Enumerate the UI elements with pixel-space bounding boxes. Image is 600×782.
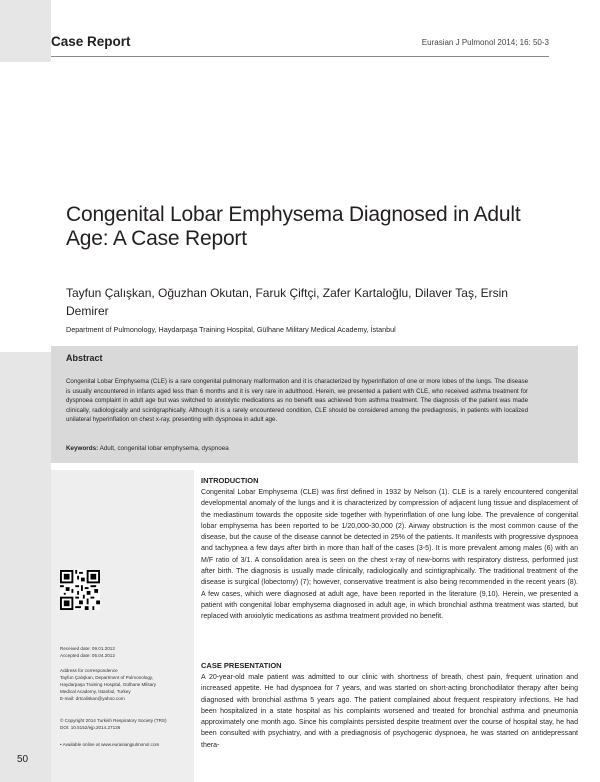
introduction-text: Congenital Lobar Emphysema (CLE) was first defined in 1932 by Nelson (1). CLE is a rarely encountered congenital developmental anomaly of the lungs and it is characterized by compression of adjacent lung tissue and displacement of the mediastinum towards the opposite side together with hyperinflation of one lung lobe. The prevalence of congenital lobar emphysema has been reported to be 1/20,000-30,000 (2). Airway obstruction is the most common cause of the disease, but the cause of the disease cannot be detected in 25% of the patients. It manifests with progressive dyspnoea and tachypnea a few days after birth in more than half of the cases (3-5). It is more prevalent among males (6) with an M/F ratio of 3/1. A consolidation area is seen on the chest x-ray of new-borns with respiratory distress, performed just after birth. The diagnosis is usually made clinically, radiologically and scintigraphically. The traditional treatment of the disease is surgical (lobectomy) (7); however, conservative treatment is also being recommended in the recent years (8). A few cases, which were diagnosed at adult age, have been reported in the literature (9,10). Herein, we presented a patient with congenital lobar emphysema diagnosed in adult age, in which bronchial asthma treatment was started, but replaced with anxiolytic medications as asthma treatment provided no benefit. [201, 489, 578, 621]
doi[interactable]: DOI: 10.5152/ejp.2014.27136 [60, 725, 121, 730]
introduction-heading: INTRODUCTION [201, 476, 259, 485]
correspondence-email[interactable]: E-mail: drtcaliskan@yahoo.com [60, 696, 125, 701]
abstract-heading: Abstract [66, 353, 103, 363]
journal-reference: Eurasian J Pulmonol 2014; 16: 50-3 [421, 38, 549, 47]
article-info-sidebar [51, 470, 194, 782]
affiliation: Department of Pulmonology, Haydarpaşa Training Hospital, Gülhane Military Medical Academy, İstanbul [66, 325, 396, 334]
correspondence-address-line: Medical Academy, İstanbul, Turkey [60, 689, 131, 694]
article-title: Congenital Lobar Emphysema Diagnosed in Adult Age: A Case Report [66, 203, 521, 250]
correspondence-address-line: Haydarpaşa Training Hospital, Gülhane Military [60, 682, 157, 687]
keywords-label: Keywords: [66, 445, 99, 452]
header-rule [51, 56, 549, 57]
case-presentation-heading: CASE PRESENTATION [201, 661, 282, 670]
left-margin-gap [0, 62, 51, 352]
online-availability[interactable]: • Available online at www.eurasianjpulmonol.com [60, 742, 160, 747]
correspondence-name: Tayfun Çalışkan, Department of Pulmonology, [60, 675, 154, 680]
qr-code-icon [60, 570, 100, 610]
keywords [66, 445, 528, 452]
keywords-list: Adult, congenital lobar emphysema, dyspnoea [99, 445, 229, 452]
copyright: © Copyright 2014 Turkish Respiratory Society (TRS) [60, 718, 167, 723]
accepted-date: Accepted date: 05.04.2012 [60, 653, 115, 658]
received-date: Received date: 09.01.2012 [60, 646, 115, 651]
abstract-text: Congenital Lobar Emphysema (CLE) is a rare congenital pulmonary malformation and it is characterized by hyperinflation of one or more lobes of the lungs. The disease is usually encountered in infants aged less than 6 months and it is very rare in adulthood. Herein, we presented a patient with CLE, who received asthma treatment for dyspnoea complaint in adult age but was switched to anxiolytic medications as no benefit was achieved from asthma treatment. The diagnosis of the patient was made clinically, radiologically and scintigraphically. Although it is a rarely encountered condition, CLE should be considered among the prediagnosis, in patients with localized unilateral hyperinflation on chest x-ray, presenting with dyspnoea in adult age. [66, 378, 528, 424]
correspondence-label: Address for correspondence [60, 668, 118, 673]
case-presentation-text: A 20-year-old male patient was admitted to our clinic with shortness of breath, chest pain, frequent urination and increased appetite. He had dyspnoea for 7 years, and was started on short-acting bronchodilator therapy after being diagnosed with bronchial asthma 5 years ago. The patient complained about frequent respiratory infections. He had been hospitalized in a state hospital as his complaints worsened and treated for bronchial asthma and pneumonia approximately one month ago. Since his complaints persisted despite treatment over the course of hospital stay, he had been consulted with psychiatry, and with a prediagnosis of psychogenic dyspnoea, he was started on antidepressant thera- [201, 674, 578, 749]
author-list: Tayfun Çalışkan, Oğuzhan Okutan, Faruk Çiftçi, Zafer Kartaloğlu, Dilaver Taş, Ersin Demirer [66, 286, 508, 318]
section-label: Case Report [51, 34, 131, 49]
page-number: 50 [17, 754, 29, 765]
